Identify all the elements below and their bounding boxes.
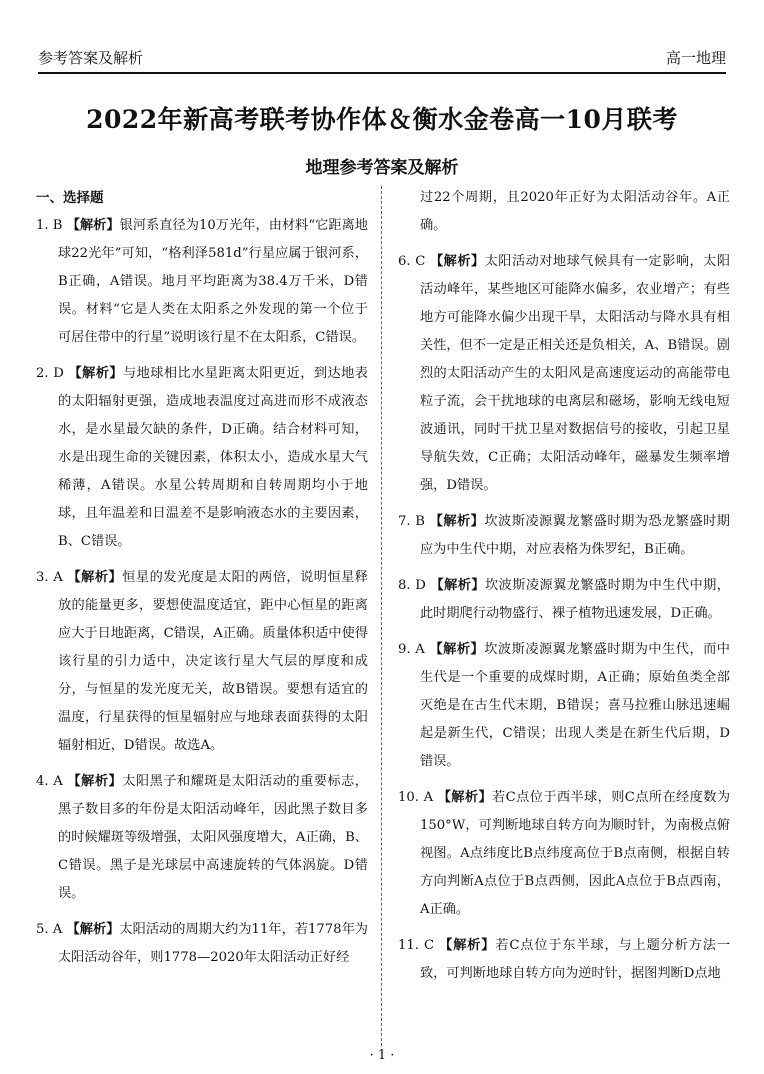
continuation-text: 过22个周期，且2020年正好为太阳活动谷年。A正确。 <box>420 190 730 233</box>
analysis-tag: 【解析】 <box>66 922 120 937</box>
left-column <box>36 184 368 980</box>
answer-item <box>36 916 368 972</box>
answer-explanation: 太阳活动的周期大约为11年，若1778年为太阳活动谷年，则1778—2020年太阳活动正好经 <box>58 922 368 965</box>
answer-explanation: 坎波斯凌源翼龙繁盛时期为中生代，而中生代是一个重要的成煤时期，A正确；原始鱼类全部灭绝是在古生代末期，B错误；喜马拉雅山脉迅速崛起是新生代，C错误；出现人类是在新生代后期，D错误。 <box>420 642 730 769</box>
answer-explanation: 坎波斯凌源翼龙繁盛时期为恐龙繁盛时期应为中生代中期，对应表格为侏罗纪，B正确。 <box>420 514 730 557</box>
answer-number: 9. A <box>398 642 430 657</box>
answer-number: 4. A <box>36 774 68 789</box>
analysis-tag: 【解析】 <box>66 218 120 233</box>
answer-item <box>36 564 368 760</box>
answer-item <box>398 508 730 564</box>
left-question-list <box>36 212 368 972</box>
section-heading: 一、选择题 <box>36 190 104 206</box>
analysis-tag: 【解析】 <box>67 774 123 789</box>
right-column <box>398 184 730 996</box>
answer-number: 2. D <box>36 366 69 381</box>
analysis-tag: 【解析】 <box>439 938 496 953</box>
answer-number: 5. A <box>36 922 67 937</box>
analysis-tag: 【解析】 <box>67 570 123 585</box>
answer-explanation: 太阳活动对地球气候具有一定影响，太阳活动峰年，某些地区可能降水偏多，农业增产；有些地方可能降水偏少出现干旱，太阳活动与降水具有相关性，但不一定是正相关还是负相关，A、B错误。剧烈的太阳活动产生的太阳风是高速度运动的高能带电粒子流，会干扰地球的电离层和磁场，影响无线电短波通讯，同时干扰卫星对数据信号的接收，引起卫星导航失效，C正确；太阳活动峰年，磁暴发生频率增强，D错误。 <box>420 254 731 493</box>
answer-number: 3. A <box>36 570 68 585</box>
analysis-tag: 【解析】 <box>437 790 493 805</box>
right-question-list <box>398 248 730 988</box>
answer-number: 7. B <box>398 514 430 529</box>
answer-number: 8. D <box>398 578 431 593</box>
page-header <box>38 44 726 74</box>
answer-number: 1. B <box>36 218 67 233</box>
answer-item <box>398 248 730 500</box>
analysis-tag: 【解析】 <box>429 514 485 529</box>
document-subtitle: 地理参考答案及解析 <box>305 158 459 178</box>
answer-item <box>398 784 730 924</box>
analysis-tag: 【解析】 <box>68 366 123 381</box>
header-left-label: 参考答案及解析 <box>38 49 144 67</box>
answer-explanation: 恒星的发光度是太阳的两倍，说明恒星释放的能量更多，要想使温度适宜，距中心恒星的距离应大于日地距离，C错误，A正确。质量体积适中使得该行星的引力适中，决定该行星大气层的厚度和成分，与恒星的发光度无关，故B错误。要想有适宜的温度，行星获得的恒星辐射应与地球表面获得的太阳辐射相近，D错误。故选A。 <box>58 570 368 753</box>
analysis-tag: 【解析】 <box>429 642 485 657</box>
answer-item <box>36 768 368 908</box>
answer-item <box>398 932 730 988</box>
analysis-tag: 【解析】 <box>430 578 485 593</box>
answer-explanation: 与地球相比水星距离太阳更近，到达地表的太阳辐射更强，造成地表温度过高进而形不成液态水，是水星最欠缺的条件，D正确。结合材料可知，水是出现生命的关键因素，体积太小，造成水星大气稀薄，A错误。水星公转周期和自转周期均小于地球，且年温差和日温差不是影响液态水的主要因素，B、C错误。 <box>58 366 368 549</box>
answer-item <box>36 360 368 556</box>
answer-number: 10. A <box>398 790 438 805</box>
answer-explanation: 坎波斯凌源翼龙繁盛时期为中生代中期，此时期爬行动物盛行、裸子植物迅速发展，D正确。 <box>420 578 730 621</box>
answer-number: 11. C <box>398 938 440 953</box>
answer-item <box>398 572 730 628</box>
header-right-label: 高一地理 <box>665 49 726 67</box>
answer-explanation: 若C点位于西半球，则C点所在经度数为150°W，可判断地球自转方向为顺时针，为南极点俯视图。A点纬度比B点纬度高位于B点南侧，根据自转方向判断A点位于B点西侧，因此A点位于B点西南，A正确。 <box>420 790 731 917</box>
answer-number: 6. C <box>398 254 430 269</box>
answer-explanation: 银河系直径为10万光年，由材料“它距离地球22光年”可知，“格利泽581d”行星应属于银河系，B正确，A错误。地月平均距离为38.4万千米，D错误。材料“它是人类在太阳系之外发现的第一个位于可居住带中的行星”说明该行星不在太阳系，C错误。 <box>58 218 368 345</box>
page-number: · 1 · <box>369 1048 395 1063</box>
answer-item <box>36 212 368 352</box>
answer-explanation: 太阳黑子和耀斑是太阳活动的重要标志，黑子数目多的年份是太阳活动峰年，因此黑子数目多的时候耀斑等级增强，太阳风强度增大，A正确，B、C错误。黑子是光球层中高速旋转的气体涡旋。D错误。 <box>58 774 368 901</box>
answer-explanation: 若C点位于东半球，与上题分析方法一致，可判断地球自转方向为逆时针，据图判断D点地 <box>420 938 731 981</box>
column-divider <box>381 186 382 1046</box>
document-title: 2022年新高考联考协作体＆衡水金卷高一10月联考 <box>86 105 678 134</box>
analysis-tag: 【解析】 <box>430 254 485 269</box>
answer-item <box>398 636 730 776</box>
